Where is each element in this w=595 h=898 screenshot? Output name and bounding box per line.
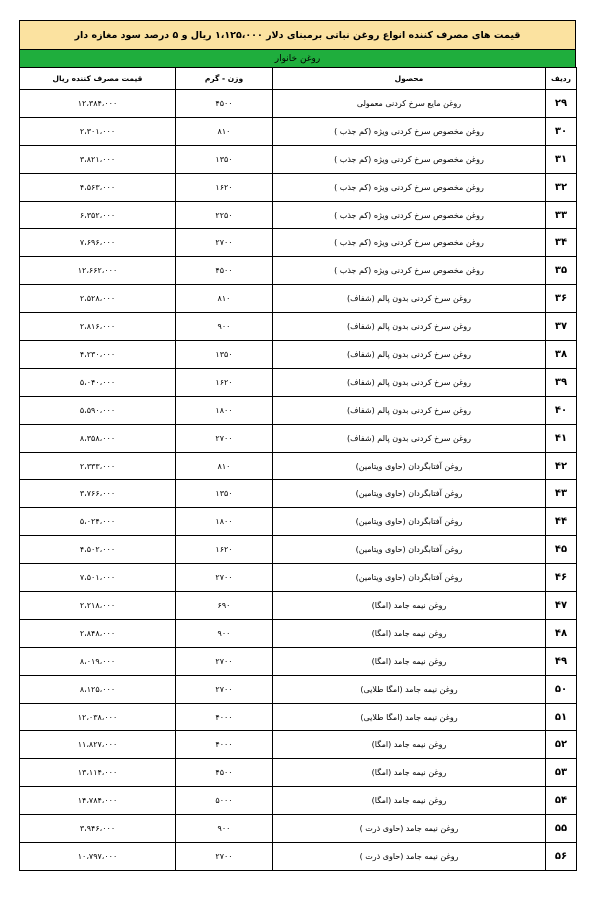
table-row bbox=[20, 564, 577, 592]
row-index: ۳۵ bbox=[546, 257, 577, 285]
row-weight: ۴۵۰۰ bbox=[176, 257, 273, 285]
row-index: ۴۳ bbox=[546, 480, 577, 508]
header-price: قیمت مصرف کننده ریال bbox=[20, 68, 176, 90]
row-product: روغن نیمه جامد (امگا) bbox=[273, 759, 546, 787]
row-price: ۲،۳۰۱،۰۰۰ bbox=[20, 117, 176, 145]
row-weight: ۱۶۲۰ bbox=[176, 368, 273, 396]
row-weight: ۶۹۰ bbox=[176, 592, 273, 620]
row-index: ۴۰ bbox=[546, 396, 577, 424]
table-row bbox=[20, 396, 577, 424]
row-weight: ۱۳۵۰ bbox=[176, 341, 273, 369]
row-price: ۵،۰۴۰،۰۰۰ bbox=[20, 368, 176, 396]
row-product: روغن نیمه جامد (حاوی ذرت ) bbox=[273, 843, 546, 871]
row-product: روغن سرخ کردنی بدون پالم (شفاف) bbox=[273, 341, 546, 369]
row-product: روغن نیمه جامد (امگا) bbox=[273, 647, 546, 675]
header-product: محصول bbox=[273, 68, 546, 90]
row-price: ۲،۸۴۸،۰۰۰ bbox=[20, 619, 176, 647]
row-index: ۵۴ bbox=[546, 787, 577, 815]
row-weight: ۱۸۰۰ bbox=[176, 508, 273, 536]
row-product: روغن سرخ کردنی بدون پالم (شفاف) bbox=[273, 396, 546, 424]
table-header-row bbox=[20, 68, 577, 90]
row-product: روغن نیمه جامد (امگا) bbox=[273, 592, 546, 620]
row-price: ۴،۲۳۰،۰۰۰ bbox=[20, 341, 176, 369]
row-price: ۲،۲۱۸،۰۰۰ bbox=[20, 592, 176, 620]
table-row bbox=[20, 647, 577, 675]
table-row bbox=[20, 508, 577, 536]
row-product: روغن آفتابگردان (حاوی ویتامین) bbox=[273, 480, 546, 508]
table-row bbox=[20, 368, 577, 396]
row-product: روغن نیمه جامد (حاوی ذرت ) bbox=[273, 815, 546, 843]
header-index: ردیف bbox=[546, 68, 577, 90]
row-index: ۳۱ bbox=[546, 145, 577, 173]
row-price: ۶،۳۵۲،۰۰۰ bbox=[20, 201, 176, 229]
page-title: قیمت های مصرف کننده انواع روغن نباتی برمبنای دلار ۱،۱۲۵،۰۰۰ ریال و ۵ درصد سود مغازه دار bbox=[19, 20, 576, 49]
row-index: ۴۲ bbox=[546, 452, 577, 480]
table-row bbox=[20, 843, 577, 871]
row-product: روغن آفتابگردان (حاوی ویتامین) bbox=[273, 564, 546, 592]
table-row bbox=[20, 341, 577, 369]
row-weight: ۲۷۰۰ bbox=[176, 647, 273, 675]
row-product: روغن آفتابگردان (حاوی ویتامین) bbox=[273, 452, 546, 480]
row-index: ۴۹ bbox=[546, 647, 577, 675]
row-weight: ۲۷۰۰ bbox=[176, 564, 273, 592]
row-price: ۱۲،۶۶۲،۰۰۰ bbox=[20, 257, 176, 285]
row-price: ۱۲،۳۸۴،۰۰۰ bbox=[20, 90, 176, 118]
row-price: ۷،۶۹۶،۰۰۰ bbox=[20, 229, 176, 257]
row-weight: ۲۷۰۰ bbox=[176, 675, 273, 703]
row-index: ۴۵ bbox=[546, 536, 577, 564]
row-product: روغن مخصوص سرخ کردنی ویژه (کم جذب ) bbox=[273, 229, 546, 257]
row-product: روغن نیمه جامد (امگا) bbox=[273, 619, 546, 647]
table-row bbox=[20, 731, 577, 759]
row-index: ۴۶ bbox=[546, 564, 577, 592]
row-product: روغن نیمه جامد (امگا طلایی) bbox=[273, 703, 546, 731]
row-weight: ۱۳۵۰ bbox=[176, 480, 273, 508]
table-row bbox=[20, 90, 577, 118]
row-product: روغن سرخ کردنی بدون پالم (شفاف) bbox=[273, 368, 546, 396]
row-weight: ۸۱۰ bbox=[176, 285, 273, 313]
row-price: ۲،۵۲۸،۰۰۰ bbox=[20, 285, 176, 313]
table-row bbox=[20, 619, 577, 647]
row-product: روغن نیمه جامد (امگا طلایی) bbox=[273, 675, 546, 703]
row-price: ۱۱،۸۲۷،۰۰۰ bbox=[20, 731, 176, 759]
row-weight: ۱۳۵۰ bbox=[176, 145, 273, 173]
row-index: ۳۴ bbox=[546, 229, 577, 257]
row-price: ۱۲،۰۳۸،۰۰۰ bbox=[20, 703, 176, 731]
row-weight: ۴۵۰۰ bbox=[176, 90, 273, 118]
row-index: ۵۰ bbox=[546, 675, 577, 703]
table-row bbox=[20, 703, 577, 731]
row-index: ۵۶ bbox=[546, 843, 577, 871]
row-price: ۱۳،۱۱۴،۰۰۰ bbox=[20, 759, 176, 787]
table-row bbox=[20, 480, 577, 508]
section-header: روغن خانوار bbox=[19, 49, 576, 67]
table-row bbox=[20, 424, 577, 452]
row-index: ۳۸ bbox=[546, 341, 577, 369]
row-price: ۳،۷۶۶،۰۰۰ bbox=[20, 480, 176, 508]
row-weight: ۱۶۲۰ bbox=[176, 536, 273, 564]
row-price: ۳،۸۲۱،۰۰۰ bbox=[20, 145, 176, 173]
table-row bbox=[20, 675, 577, 703]
table-row bbox=[20, 117, 577, 145]
price-table bbox=[19, 67, 577, 871]
row-index: ۴۸ bbox=[546, 619, 577, 647]
table-body bbox=[20, 90, 577, 871]
row-product: روغن مایع سرخ کردنی معمولی bbox=[273, 90, 546, 118]
row-price: ۲،۳۳۳،۰۰۰ bbox=[20, 452, 176, 480]
row-product: روغن مخصوص سرخ کردنی ویژه (کم جذب ) bbox=[273, 201, 546, 229]
table-row bbox=[20, 201, 577, 229]
row-index: ۳۲ bbox=[546, 173, 577, 201]
row-weight: ۱۶۲۰ bbox=[176, 173, 273, 201]
row-price: ۱۴،۷۸۴،۰۰۰ bbox=[20, 787, 176, 815]
header-weight: وزن - گرم bbox=[176, 68, 273, 90]
row-product: روغن مخصوص سرخ کردنی ویژه (کم جذب ) bbox=[273, 257, 546, 285]
table-row bbox=[20, 759, 577, 787]
row-weight: ۴۰۰۰ bbox=[176, 703, 273, 731]
table-row bbox=[20, 536, 577, 564]
row-weight: ۲۷۰۰ bbox=[176, 424, 273, 452]
table-row bbox=[20, 787, 577, 815]
row-weight: ۲۷۰۰ bbox=[176, 843, 273, 871]
row-index: ۵۳ bbox=[546, 759, 577, 787]
row-weight: ۲۷۰۰ bbox=[176, 229, 273, 257]
row-product: روغن سرخ کردنی بدون پالم (شفاف) bbox=[273, 424, 546, 452]
table-row bbox=[20, 229, 577, 257]
row-index: ۵۱ bbox=[546, 703, 577, 731]
row-product: روغن آفتابگردان (حاوی ویتامین) bbox=[273, 508, 546, 536]
price-sheet bbox=[19, 20, 576, 871]
table-row bbox=[20, 285, 577, 313]
row-weight: ۵۰۰۰ bbox=[176, 787, 273, 815]
row-weight: ۸۱۰ bbox=[176, 452, 273, 480]
row-product: روغن سرخ کردنی بدون پالم (شفاف) bbox=[273, 285, 546, 313]
row-weight: ۲۲۵۰ bbox=[176, 201, 273, 229]
row-weight: ۴۵۰۰ bbox=[176, 759, 273, 787]
row-index: ۳۷ bbox=[546, 313, 577, 341]
table-row bbox=[20, 145, 577, 173]
row-weight: ۱۸۰۰ bbox=[176, 396, 273, 424]
table-row bbox=[20, 173, 577, 201]
row-price: ۵،۵۹۰،۰۰۰ bbox=[20, 396, 176, 424]
row-index: ۴۴ bbox=[546, 508, 577, 536]
row-index: ۴۷ bbox=[546, 592, 577, 620]
row-price: ۱۰،۷۹۷،۰۰۰ bbox=[20, 843, 176, 871]
row-index: ۳۰ bbox=[546, 117, 577, 145]
row-product: روغن نیمه جامد (امگا) bbox=[273, 787, 546, 815]
row-index: ۵۲ bbox=[546, 731, 577, 759]
row-index: ۲۹ bbox=[546, 90, 577, 118]
row-price: ۷،۵۰۱،۰۰۰ bbox=[20, 564, 176, 592]
row-index: ۳۹ bbox=[546, 368, 577, 396]
table-row bbox=[20, 592, 577, 620]
row-price: ۸،۳۵۸،۰۰۰ bbox=[20, 424, 176, 452]
row-price: ۸،۰۱۹،۰۰۰ bbox=[20, 647, 176, 675]
row-product: روغن مخصوص سرخ کردنی ویژه (کم جذب ) bbox=[273, 117, 546, 145]
row-price: ۳،۹۴۶،۰۰۰ bbox=[20, 815, 176, 843]
row-price: ۲،۸۱۶،۰۰۰ bbox=[20, 313, 176, 341]
row-price: ۴،۵۰۲،۰۰۰ bbox=[20, 536, 176, 564]
row-price: ۵،۰۲۴،۰۰۰ bbox=[20, 508, 176, 536]
row-weight: ۹۰۰ bbox=[176, 815, 273, 843]
row-weight: ۴۰۰۰ bbox=[176, 731, 273, 759]
row-index: ۵۵ bbox=[546, 815, 577, 843]
row-index: ۳۶ bbox=[546, 285, 577, 313]
row-weight: ۹۰۰ bbox=[176, 619, 273, 647]
row-product: روغن مخصوص سرخ کردنی ویژه (کم جذب ) bbox=[273, 173, 546, 201]
table-row bbox=[20, 452, 577, 480]
table-row bbox=[20, 313, 577, 341]
row-product: روغن نیمه جامد (امگا) bbox=[273, 731, 546, 759]
row-product: روغن سرخ کردنی بدون پالم (شفاف) bbox=[273, 313, 546, 341]
row-product: روغن آفتابگردان (حاوی ویتامین) bbox=[273, 536, 546, 564]
row-index: ۳۳ bbox=[546, 201, 577, 229]
row-weight: ۸۱۰ bbox=[176, 117, 273, 145]
row-index: ۴۱ bbox=[546, 424, 577, 452]
table-row bbox=[20, 257, 577, 285]
table-row bbox=[20, 815, 577, 843]
row-weight: ۹۰۰ bbox=[176, 313, 273, 341]
row-price: ۸،۱۲۵،۰۰۰ bbox=[20, 675, 176, 703]
row-product: روغن مخصوص سرخ کردنی ویژه (کم جذب ) bbox=[273, 145, 546, 173]
row-price: ۴،۵۶۳،۰۰۰ bbox=[20, 173, 176, 201]
